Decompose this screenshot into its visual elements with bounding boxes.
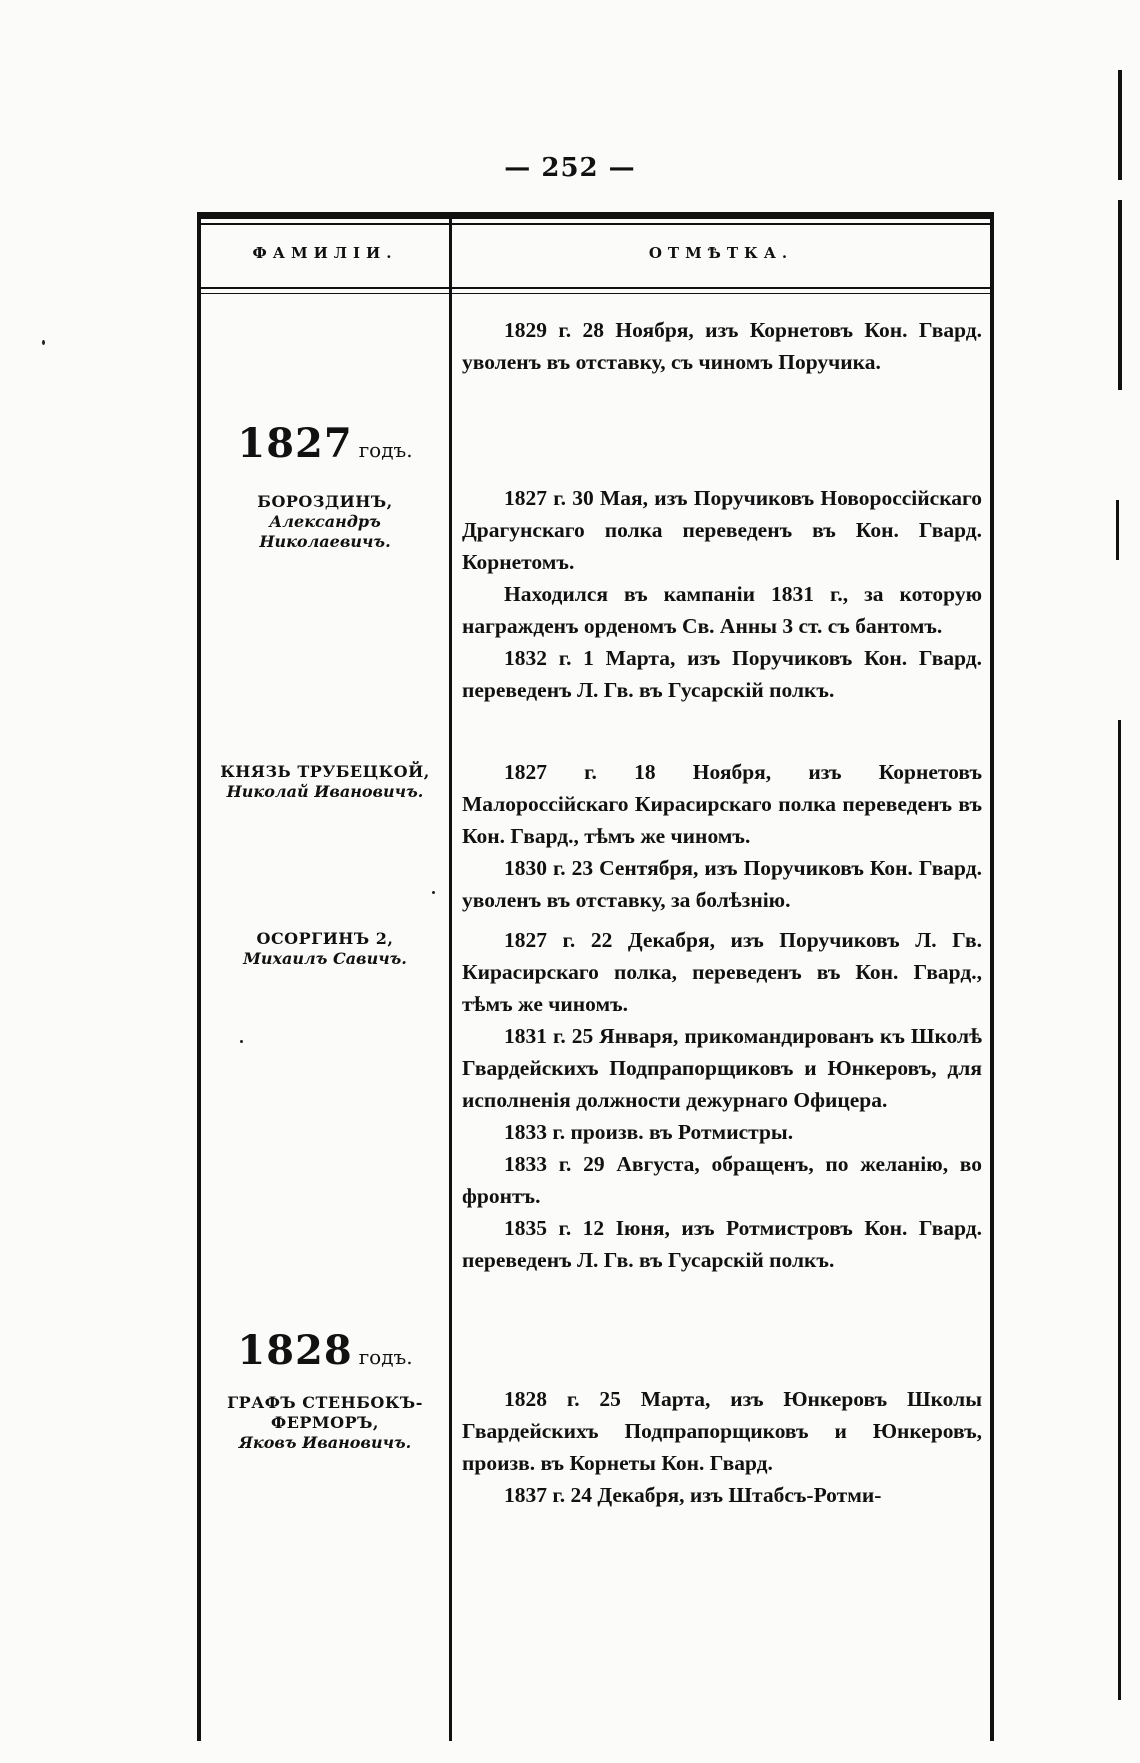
person-given-name: Александръ Николаевичъ. <box>259 512 391 551</box>
entry-paragraph: 1827 г. 30 Мая, изъ Поручиковъ Новороссійскаго Драгунскаго полка переведенъ въ Кон. Гвард. Корнетомъ. <box>462 486 982 574</box>
entry-paragraph: 1837 г. 24 Декабря, изъ Штабсъ-Ротми- <box>504 1483 882 1507</box>
entry-block-trubetskoy <box>462 756 982 916</box>
entry-block-borozdin <box>462 482 982 706</box>
scan-edge-mark <box>1118 720 1121 1700</box>
person-entry <box>201 492 449 552</box>
entry-paragraph: 1830 г. 23 Сентября, изъ Поручиковъ Кон. Гвард. уволенъ въ отставку, за болѣзнію. <box>462 856 982 912</box>
entry-paragraph: 1835 г. 12 Іюня, изъ Ротмистровъ Кон. Гвард. переведенъ Л. Гв. въ Гусарскій полкъ. <box>462 1216 982 1272</box>
year-suffix: годъ. <box>358 1345 413 1369</box>
entry-paragraph: 1827 г. 22 Декабря, изъ Поручиковъ Л. Гв. Кирасирскаго полка, переведенъ въ Кон. Гвард., тѣмъ же чиномъ. <box>462 928 982 1016</box>
entry-block-stenbock <box>462 1383 982 1511</box>
entry-block-prev <box>462 314 982 378</box>
person-surname: БОРОЗДИНЪ, <box>257 492 393 511</box>
column-header-notes: ОТМѢТКА. <box>648 244 794 262</box>
year-number: 1828 <box>237 1327 353 1374</box>
header-rule-thin <box>201 293 990 294</box>
entry-paragraph: 1827 г. 18 Ноября, изъ Корнетовъ Малороссійскаго Кирасирскаго полка переведенъ въ Кон. Гвард., тѣмъ же чиномъ. <box>462 760 982 848</box>
year-suffix: годъ. <box>358 438 413 462</box>
person-given-name: Николай Ивановичъ. <box>226 782 424 801</box>
scan-edge-mark <box>1118 200 1122 390</box>
page-number: — 252 — <box>504 153 636 183</box>
header-rule <box>201 287 990 289</box>
year-heading <box>201 420 449 467</box>
column-divider <box>449 219 452 1741</box>
entry-paragraph: 1831 г. 25 Января, прикомандированъ къ Школѣ Гвардейскихъ Подпрапорщиковъ и Юнкеровъ, для исполненія должности дежурнаго Офицера. <box>462 1024 982 1112</box>
person-surname: КНЯЗЬ ТРУБЕЦКОЙ, <box>220 762 430 781</box>
person-entry <box>201 762 449 802</box>
entry-paragraph: 1832 г. 1 Марта, изъ Поручиковъ Кон. Гвард. переведенъ Л. Гв. въ Гусарскій полкъ. <box>462 646 982 702</box>
specks <box>42 340 45 345</box>
entry-paragraph: 1828 г. 25 Марта, изъ Юнкеровъ Школы Гвардейскихъ Подпрапорщиковъ и Юнкеровъ, произв. въ Корнеты Кон. Гвард. <box>462 1387 982 1475</box>
year-heading <box>201 1327 449 1374</box>
person-entry <box>201 1393 449 1453</box>
person-surname: ГРАФЪ СТЕНБОКЪ- <box>227 1393 423 1412</box>
person-surname: ОСОРГИНЪ 2, <box>256 929 394 948</box>
person-given-name: Яковъ Ивановичъ. <box>238 1433 412 1452</box>
year-number: 1827 <box>237 420 353 467</box>
scan-edge-mark <box>1116 500 1119 560</box>
entry-paragraph: Находился въ кампаніи 1831 г., за которую награжденъ орденомъ Св. Анны 3 ст. съ бантомъ. <box>462 582 982 638</box>
person-surname: ФЕРМОРЪ, <box>271 1413 379 1432</box>
column-header-surnames: ФАМИЛІИ. <box>252 244 398 262</box>
person-entry <box>201 929 449 969</box>
entry-paragraph: 1833 г. произв. въ Ротмистры. <box>504 1120 794 1144</box>
person-given-name: Михаилъ Савичъ. <box>243 949 407 968</box>
entry-block-osorgin <box>462 924 982 1276</box>
entry-paragraph: 1829 г. 28 Ноября, изъ Корнетовъ Кон. Гвард. уволенъ въ отставку, съ чиномъ Поручика. <box>462 318 982 374</box>
entry-paragraph: 1833 г. 29 Августа, обращенъ, по желанію, во фронтъ. <box>462 1152 982 1208</box>
frame-inner-rule <box>201 223 990 225</box>
